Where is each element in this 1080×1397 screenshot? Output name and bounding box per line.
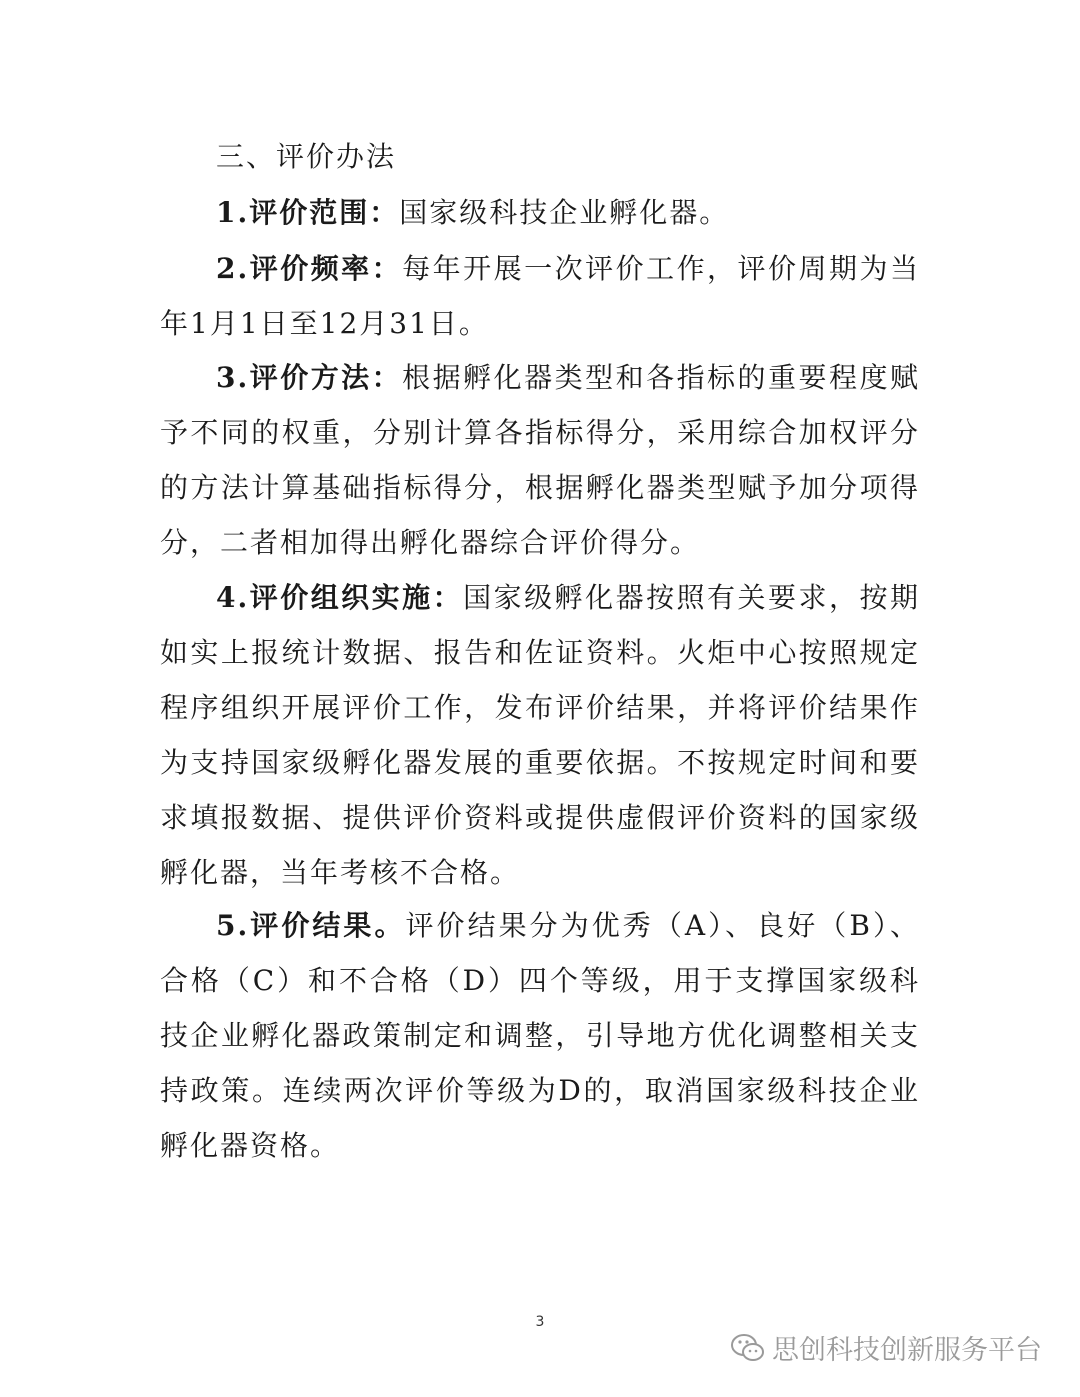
paragraph-lead: 2.评价频率：: [216, 252, 403, 285]
paragraph-text: 根据孵化器类型和各指标的重要程度赋予不同的权重，分别计算各指标得分，采用综合加权评分的方法计算基础指标得分，根据孵化器类型赋予加分项得分，二者相加得出孵化器综合评价得分。: [160, 361, 920, 559]
paragraph-text: 国家级孵化器按照有关要求，按期如实上报统计数据、报告和佐证资料。火炬中心按照规定程序组织开展评价工作，发布评价结果，并将评价结果作为支持国家级孵化器发展的重要依据。不按规定时间和要求填报数据、提供评价资料或提供虚假评价资料的国家级孵化器，当年考核不合格。: [160, 581, 920, 889]
paragraph-evaluation-implementation: [160, 570, 920, 900]
wechat-icon: [730, 1333, 766, 1363]
paragraph-lead: 4.评价组织实施：: [216, 581, 464, 614]
paragraph-lead: 3.评价方法：: [216, 361, 403, 394]
watermark-text: 思创科技创新服务平台: [772, 1335, 1042, 1366]
paragraph-lead: 5.评价结果。: [216, 909, 406, 942]
paragraph-evaluation-frequency: [160, 241, 920, 351]
paragraph-text: 每年开展一次评价工作，评价周期为当年1月1日至12月31日。: [160, 252, 920, 340]
paragraph-text: 国家级科技企业孵化器。: [399, 196, 730, 229]
page-number: 3: [535, 1314, 545, 1330]
section-heading: 三、评价办法: [216, 140, 397, 173]
paragraph-evaluation-results: [160, 898, 920, 1173]
paragraph-text: 评价结果分为优秀（A）、良好（B）、合格（C）和不合格（D）四个等级，用于支撑国家级科技企业孵化器政策制定和调整，引导地方优化调整相关支持政策。连续两次评价等级为D的，取消国家级科技企业孵化器资格。: [160, 909, 920, 1162]
watermark: [730, 1328, 1042, 1367]
paragraph-evaluation-method: [160, 350, 920, 570]
paragraph-evaluation-scope: [160, 185, 920, 240]
paragraph-lead: 1.评价范围：: [216, 196, 400, 229]
